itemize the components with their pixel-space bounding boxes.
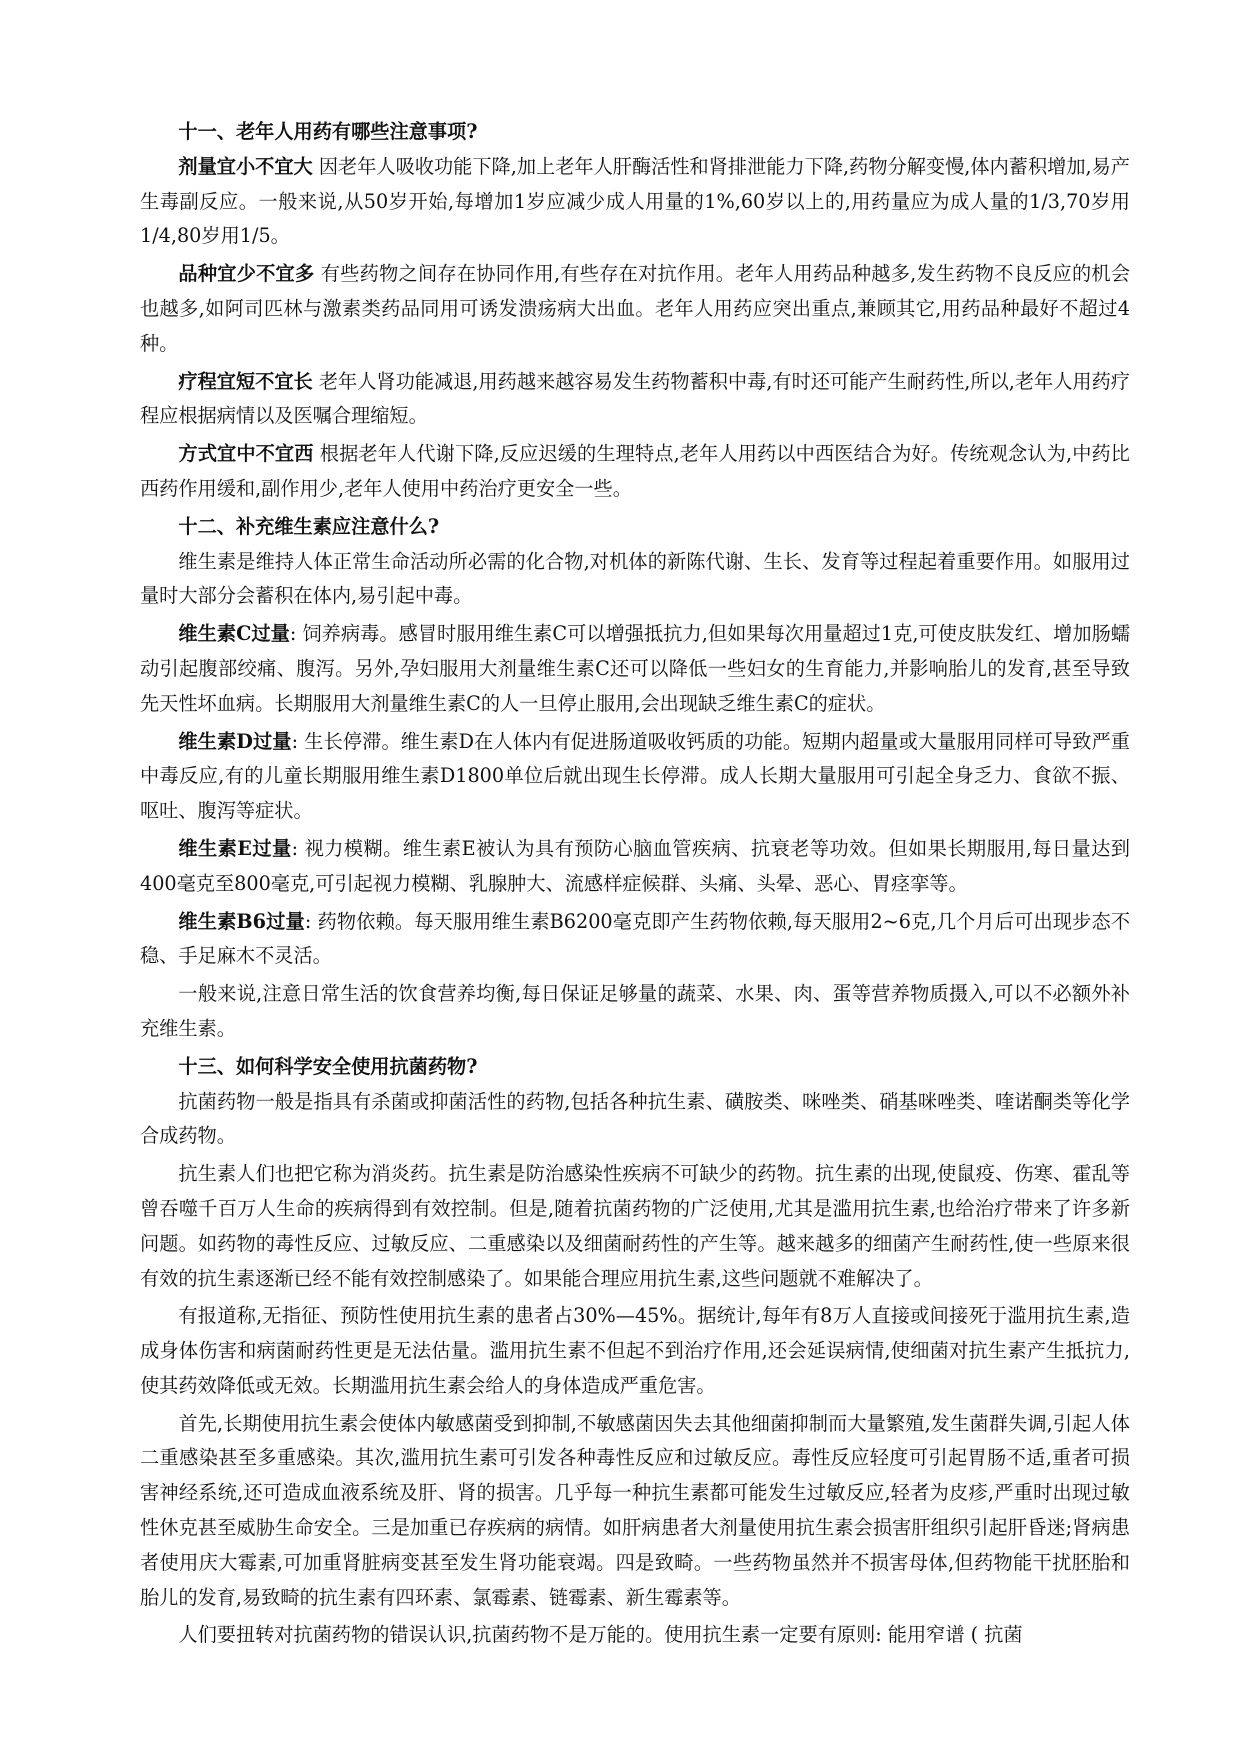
- paragraph-text: 人们要扭转对抗菌药物的错误认识,抗菌药物不是万能的。使用抗生素一定要有原则: 能用窄谱 ( 抗菌: [178, 1623, 1023, 1647]
- section-heading: 十三、如何科学安全使用抗菌药物?: [178, 1054, 478, 1078]
- section-heading: 十一、老年人用药有哪些注意事项?: [178, 120, 478, 143]
- paragraph: [140, 977, 1130, 1047]
- paragraph: [140, 1085, 1130, 1155]
- section-antibiotic-use: [140, 1050, 1130, 1654]
- paragraph-text: 根据老年人代谢下降,反应迟缓的生理特点,老年人用药以中西医结合为好。传统观念认为,中药比西药作用缓和,副作用少,老年人使用中药治疗更安全一些。: [140, 442, 1130, 500]
- paragraph-text: 因老年人吸收功能下降,加上老年人肝酶活性和肾排泄能力下降,药物分解变慢,体内蓄积增加,易产生毒副反应。一般来说,从50岁开始,每增加1岁应减少成人用量的1%,60岁以上的,用药量应为成人量的1/3,70岁用1/4,80岁用1/5。: [140, 154, 1130, 248]
- paragraph: [140, 905, 1130, 975]
- paragraph-text: 抗菌药物一般是指具有杀菌或抑菌活性的药物,包括各种抗生素、磺胺类、咪唑类、硝基咪唑类、喹诺酮类等化学合成药物。: [140, 1089, 1130, 1148]
- paragraph: [140, 1618, 1130, 1653]
- paragraph-text: 有些药物之间存在协同作用,有些存在对抗作用。老年人用药品种越多,发生药物不良反应的机会也越多,如阿司匹林与激素类药品同用可诱发溃疡病大出血。老年人用药应突出重点,兼顾其它,用药品种最好不超过4种。: [140, 262, 1131, 355]
- section-vitamin-supplement: [140, 510, 1130, 1047]
- paragraph-lead: 维生素E过量: [178, 836, 292, 860]
- paragraph: [140, 545, 1130, 615]
- paragraph-lead: 品种宜少不宜多: [178, 262, 315, 286]
- paragraph-lead: 疗程宜短不宜长: [178, 369, 313, 393]
- paragraph-text: 老年人肾功能减退,用药越来越容易发生药物蓄积中毒,有时还可能产生耐药性,所以,老年人用药疗程应根据病情以及医嘱合理缩短。: [140, 369, 1130, 428]
- section-heading: 十二、补充维生素应注意什么?: [178, 514, 440, 538]
- paragraph: [140, 725, 1130, 829]
- paragraph-text: : 药物依赖。每天服用维生素B6200毫克即产生药物依赖,每天服用2~6克,几个月后可出现步态不稳、手足麻木不灵活。: [140, 909, 1131, 968]
- paragraph-text: 有报道称,无指征、预防性使用抗生素的患者占30%—45%。据统计,每年有8万人直接或间接死于滥用抗生素,造成身体伤害和病菌耐药性更是无法估量。滥用抗生素不但起不到治疗作用,还会延误病情,使细菌对抗生素产生抵抗力,使其药效降低或无效。长期滥用抗生素会给人的身体造成严重危害。: [140, 1304, 1130, 1397]
- paragraph-lead: 维生素C过量: [178, 622, 290, 646]
- section-elderly-medication: [140, 115, 1130, 507]
- paragraph: [140, 1157, 1130, 1296]
- paragraph: [140, 150, 1130, 254]
- paragraph-lead: 剂量宜小不宜大: [178, 154, 313, 178]
- paragraph: [140, 1299, 1130, 1403]
- paragraph-text: 一般来说,注意日常生活的饮食营养均衡,每日保证足够量的蔬菜、水果、肉、蛋等营养物质摄入,可以不必额外补充维生素。: [140, 982, 1130, 1040]
- paragraph-text: : 生长停滞。维生素D在人体内有促进肠道吸收钙质的功能。短期内超量或大量服用同样可导致严重中毒反应,有的儿童长期服用维生素D1800单位后就出现生长停滞。成人长期大量服用可引起全身乏力、食欲不振、呕吐、腹泻等症状。: [140, 729, 1130, 823]
- paragraph: [140, 365, 1130, 435]
- paragraph-text: : 饲养病毒。感冒时服用维生素C可以增强抵抗力,但如果每次用量超过1克,可使皮肤发红、增加肠蠕动引起腹部绞痛、腹泻。另外,孕妇服用大剂量维生素C还可以降低一些妇女的生育能力,并影响胎儿的发育,甚至导致先天性坏血病。长期服用大剂量维生素C的人一旦停止服用,会出现缺乏维生素C的症状。: [140, 622, 1130, 715]
- paragraph-lead: 维生素B6过量: [178, 909, 305, 933]
- paragraph-text: 抗生素人们也把它称为消炎药。抗生素是防治感染性疾病不可缺少的药物。抗生素的出现,使鼠疫、伤寒、霍乱等曾吞噬千百万人生命的疾病得到有效控制。但是,随着抗菌药物的广泛使用,尤其是滥用抗生素,也给治疗带来了许多新问题。如药物的毒性反应、过敏反应、二重感染以及细菌耐药性的产生等。越来越多的细菌产生耐药性,使一些原来很有效的抗生素逐渐已经不能有效控制感染了。如果能合理应用抗生素,这些问题就不难解决了。: [140, 1162, 1130, 1290]
- paragraph-lead: 维生素D过量: [178, 729, 292, 753]
- paragraph: [140, 617, 1130, 721]
- paragraph-lead: 方式宜中不宜西: [178, 442, 314, 466]
- paragraph-text: 维生素是维持人体正常生命活动所必需的化合物,对机体的新陈代谢、生长、发育等过程起着重要作用。如服用过量时大部分会蓄积在体内,易引起中毒。: [140, 549, 1130, 608]
- paragraph: [140, 257, 1130, 361]
- paragraph-text: : 视力模糊。维生素E被认为具有预防心脑血管疾病、抗衰老等功效。但如果长期服用,每日量达到400毫克至800毫克,可引起视力模糊、乳腺肿大、流感样症候群、头痛、头晕、恶心、胃痉挛等。: [140, 836, 1130, 895]
- paragraph-text: 首先,长期使用抗生素会使体内敏感菌受到抑制,不敏感菌因失去其他细菌抑制而大量繁殖,发生菌群失调,引起人体二重感染甚至多重感染。其次,滥用抗生素可引发各种毒性反应和过敏反应。毒性反应轻度可引起胃肠不适,重者可损害神经系统,还可造成血液系统及肝、肾的损害。几乎每一种抗生素都可能发生过敏反应,轻者为皮疹,严重时出现过敏性休克甚至威胁生命安全。三是加重已存疾病的病情。如肝病患者大剂量使用抗生素会损害肝组织引起肝昏迷;肾病患者使用庆大霉素,可加重肾脏病变甚至发生肾功能衰竭。四是致畸。一些药物虽然并不损害母体,但药物能干扰胚胎和胎儿的发育,易致畸的抗生素有四环素、氯霉素、链霉素、新生霉素等。: [140, 1411, 1130, 1609]
- document-page: [140, 115, 1130, 1656]
- paragraph: [140, 1407, 1130, 1616]
- paragraph: [140, 832, 1130, 902]
- paragraph: [140, 437, 1130, 507]
